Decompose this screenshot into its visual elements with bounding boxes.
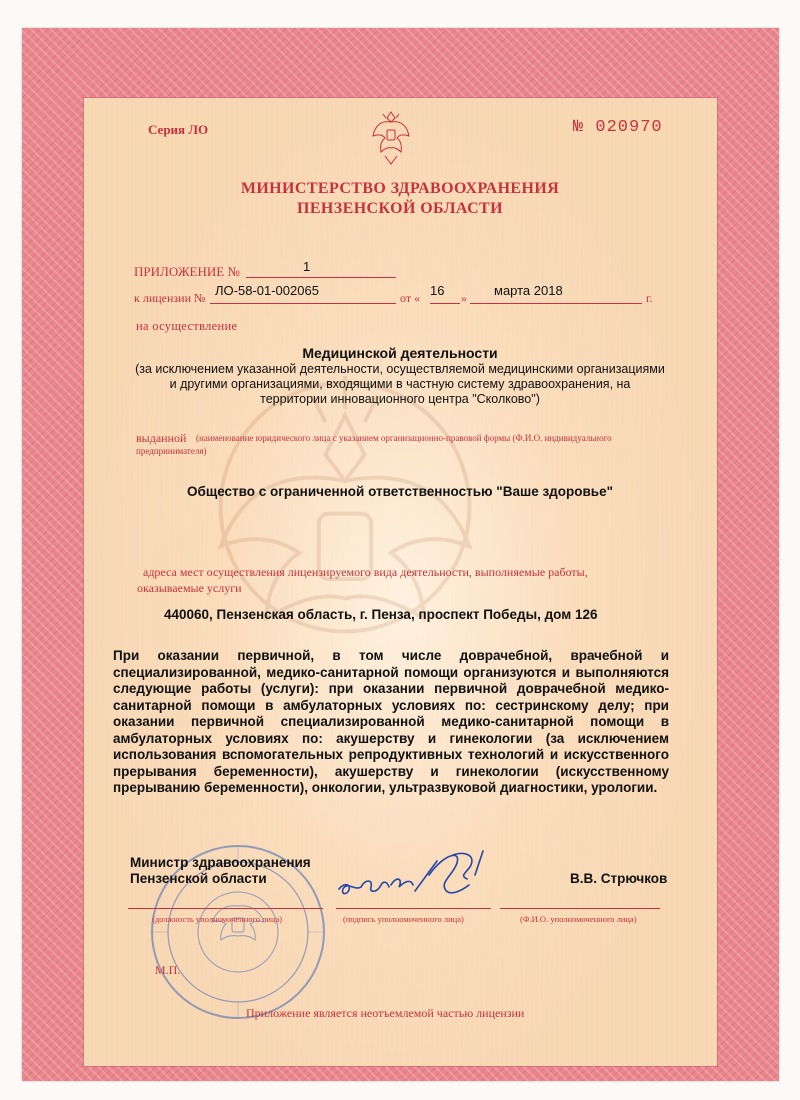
- coat-of-arms-icon: [371, 108, 411, 166]
- activity-label: на осуществление: [136, 319, 238, 333]
- signer-position-line1: Министр здравоохранения: [130, 855, 311, 870]
- handwritten-signature-icon: [333, 845, 508, 905]
- position-underline: [128, 908, 323, 909]
- activity-note-line1: (за исключением указанной деятельности, осуществляемой медицинскими организациями: [135, 362, 665, 376]
- caption-signature: (подпись уполномоченного лица): [343, 914, 464, 924]
- license-number-value: ЛО-58-01-002065: [215, 283, 319, 298]
- date-month-year: марта 2018: [494, 283, 563, 298]
- signature-underline: [336, 908, 491, 909]
- ministry-title-line1: МИНИСТЕРСТВО ЗДРАВООХРАНЕНИЯ: [240, 180, 560, 197]
- services-text: При оказании первичной, в том числе доврачебной, врачебной и специализированной, медико-санитарной помощи организуются и выполняются следующие работы (услуги): при оказании первичной доврачебной медико-санитарной помощи в амбулаторных условиях по: сестринскому делу; при оказании первичной специализированной медико-санитарной помощи в амбулаторных условиях по: акушерству и гинекологии (за исключением использования вспомогательных репродуктивных технологий и искусственного прерывания беременности), акушерству и гинекологии (искусственному прерыванию беременности), онкологии, ультразвуковой диагностики, урологии.: [113, 648, 669, 795]
- date-year-suffix: г.: [646, 291, 653, 305]
- signer-name: В.В. Стрючков: [570, 871, 668, 886]
- appendix-number: 1: [303, 259, 311, 274]
- issued-label: выданной: [136, 431, 187, 445]
- caption-position: (должность уполномоченного лица): [152, 914, 283, 924]
- seal-place-label: М.П.: [155, 963, 181, 977]
- issued-note-line1: (наименование юридического лица с указанием организационно-правовой формы (Ф.И.О. индивидуального: [196, 433, 612, 443]
- caption-name: (Ф.И.О. уполномоченного лица): [520, 914, 637, 924]
- date-month-underline: [470, 303, 642, 304]
- footer-note: Приложение является неотъемлемой частью лицензии: [246, 1006, 525, 1020]
- activity-note-line3: территории инновационного центра "Сколково"): [260, 392, 540, 406]
- series-label: Серия ЛО: [148, 122, 209, 137]
- activity-note-line2: и другими организациями, входящими в частную систему здравоохранения, на: [169, 377, 631, 391]
- license-number: № 020970: [573, 118, 663, 137]
- address-value: 440060, Пензенская область, г. Пенза, проспект Победы, дом 126: [164, 607, 598, 622]
- address-label-line2: оказываемые услуги: [137, 581, 242, 595]
- activity-title: Медицинской деятельности: [302, 345, 498, 361]
- date-day: 16: [430, 283, 445, 298]
- date-day-underline: [430, 303, 460, 304]
- name-underline: [500, 908, 660, 909]
- appendix-label: ПРИЛОЖЕНИЕ №: [134, 264, 240, 279]
- address-label-line1: адреса мест осуществления лицензируемого вида деятельности, выполняемые работы,: [143, 565, 588, 579]
- date-quote-close: »: [461, 291, 467, 305]
- ministry-title-line2: ПЕНЗЕНСКОЙ ОБЛАСТИ: [297, 200, 503, 217]
- issued-note-line2: предпринимателя): [136, 446, 207, 456]
- appendix-underline: [246, 277, 396, 278]
- organization-name: Общество с ограниченной ответственностью "Ваше здоровье": [186, 484, 613, 499]
- signer-position-line2: Пензенской области: [130, 871, 267, 886]
- license-number-underline: [210, 303, 396, 304]
- license-number-label: к лицензии №: [134, 291, 206, 305]
- date-from-label: от «: [400, 291, 421, 305]
